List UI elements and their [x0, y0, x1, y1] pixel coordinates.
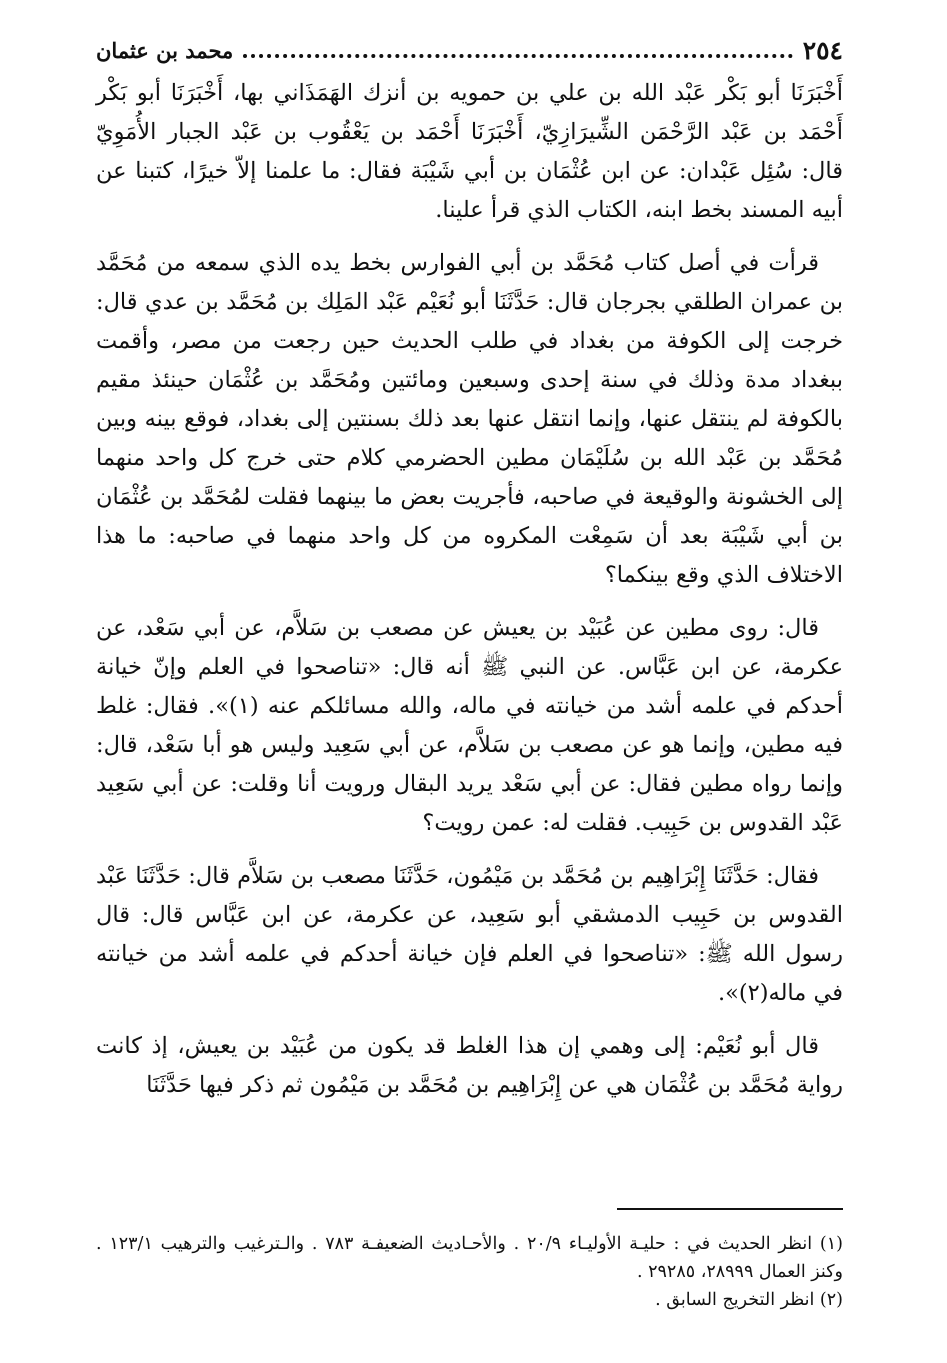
- footnote-1: (١) انظر الحديث في : حليـة الأوليـاء ٢٠/٩ . والأحـاديث الضعيفـة ٧٨٣ . والـترغيب والترهيب ١٢٣/١ . وكنز العمال ٢٨٩٩٩، ٢٩٢٨٥ .: [96, 1234, 843, 1282]
- footnote-separator: [617, 1208, 843, 1210]
- paragraph-1: أَخْبَرَنَا أبو بَكْر عَبْد الله بن علي بن حمويه بن أنزك الهَمَذَاني بها، أَخْبَرَنَا أبو بَكْر أَحْمَد بن عَبْد الرَّحْمَن الشِّيرَازِيّ، أَخْبَرَنَا أَحْمَد بن يَعْقُوب بن عَبْد الجبار الأُمَوِيّ قال: سُئِل عَبْدان: عن ابن عُثْمَان بن أبي شَيْبَة فقال: ما علمنا إلاّ خيرًا، كتبنا عن أبيه المسند بخط ابنه، الكتاب الذي قرأ علينا.: [96, 80, 843, 223]
- footnotes: [96, 1230, 843, 1314]
- paragraph-3: قال: روى مطين عن عُبَيْد بن يعيش عن مصعب بن سَلاَّم، عن أبي سَعْد، عن عكرمة، عن ابن عَبَّاس. عن النبي ﷺ أنه قال: «تناصحوا في العلم وإنّ خيانة أحدكم في علمه أشد من خيانته في ماله، والله مسائلكم عنه (١)». فقال: غلط فيه مطين، وإنما هو عن مصعب بن سَلاَّم، عن أبي سَعِيد وليس هو أبا سَعْد، قال: وإنما رواه مطين فقال: عن أبي سَعْد يريد البقال ورويت أنا وقلت: عن أبي سَعِيد عَبْد القدوس بن حَبِيب. فقلت له: عمن رويت؟: [96, 615, 843, 836]
- footnote-2: (٢) انظر التخريج السابق .: [655, 1290, 843, 1310]
- main-text: [96, 74, 843, 1119]
- page-header: [96, 30, 843, 70]
- page-number: ٢٥٤: [802, 35, 843, 65]
- header-dotted-leader: [243, 54, 792, 58]
- paragraph-4: فقال: حَدَّثَنَا إِبْرَاهِيم بن مُحَمَّد بن مَيْمُون، حَدَّثَنَا مصعب بن سَلاَّم قال: حَدَّثَنَا عَبْد القدوس بن حَبِيب الدمشقي أبو سَعِيد، عن عكرمة، عن ابن عَبَّاس قال: قال رسول الله ﷺ: «تناصحوا في العلم فإن خيانة أحدكم في علمه أشد من خيانته في ماله(٢)».: [96, 863, 843, 1006]
- running-title: محمد بن عثمان: [96, 37, 234, 63]
- paragraph-2: قرأت في أصل كتاب مُحَمَّد بن أبي الفوارس بخط يده الذي سمعه من مُحَمَّد بن عمران الطلقي بجرجان قال: حَدَّثَنَا أبو نُعَيْم عَبْد المَلِك بن مُحَمَّد بن عدي قال: خرجت إلى الكوفة من بغداد في طلب الحديث حين رجعت من مصر، وأقمت ببغداد مدة وذلك في سنة إحدى وسبعين ومائتين ومُحَمَّد بن عُثْمَان حينئذ مقيم بالكوفة لم ينتقل عنها، وإنما انتقل عنها بعد ذلك بسنتين إلى بغداد، فوقع بينه وبين مُحَمَّد بن عَبْد الله بن سُلَيْمَان مطين الحضرمي كلام حتى خرج كل واحد منهما إلى الخشونة والوقيعة في صاحبه، فأجريت بعض ما بينهما فقلت لمُحَمَّد بن عُثْمَان بن أبي شَيْبَة بعد أن سَمِعْت المكروه من كل واحد منهما في صاحبه: ما هذا الاختلاف الذي وقع بينكما؟: [96, 250, 843, 588]
- paragraph-5: قال أبو نُعَيْم: إلى وهمي إن هذا الغلط قد يكون من عُبَيْد بن يعيش، إذ كانت رواية مُحَمَّد بن عُثْمَان هي عن إِبْرَاهِيم بن مُحَمَّد بن مَيْمُون ثم ذكر فيها حَدَّثَنَا: [96, 1033, 843, 1098]
